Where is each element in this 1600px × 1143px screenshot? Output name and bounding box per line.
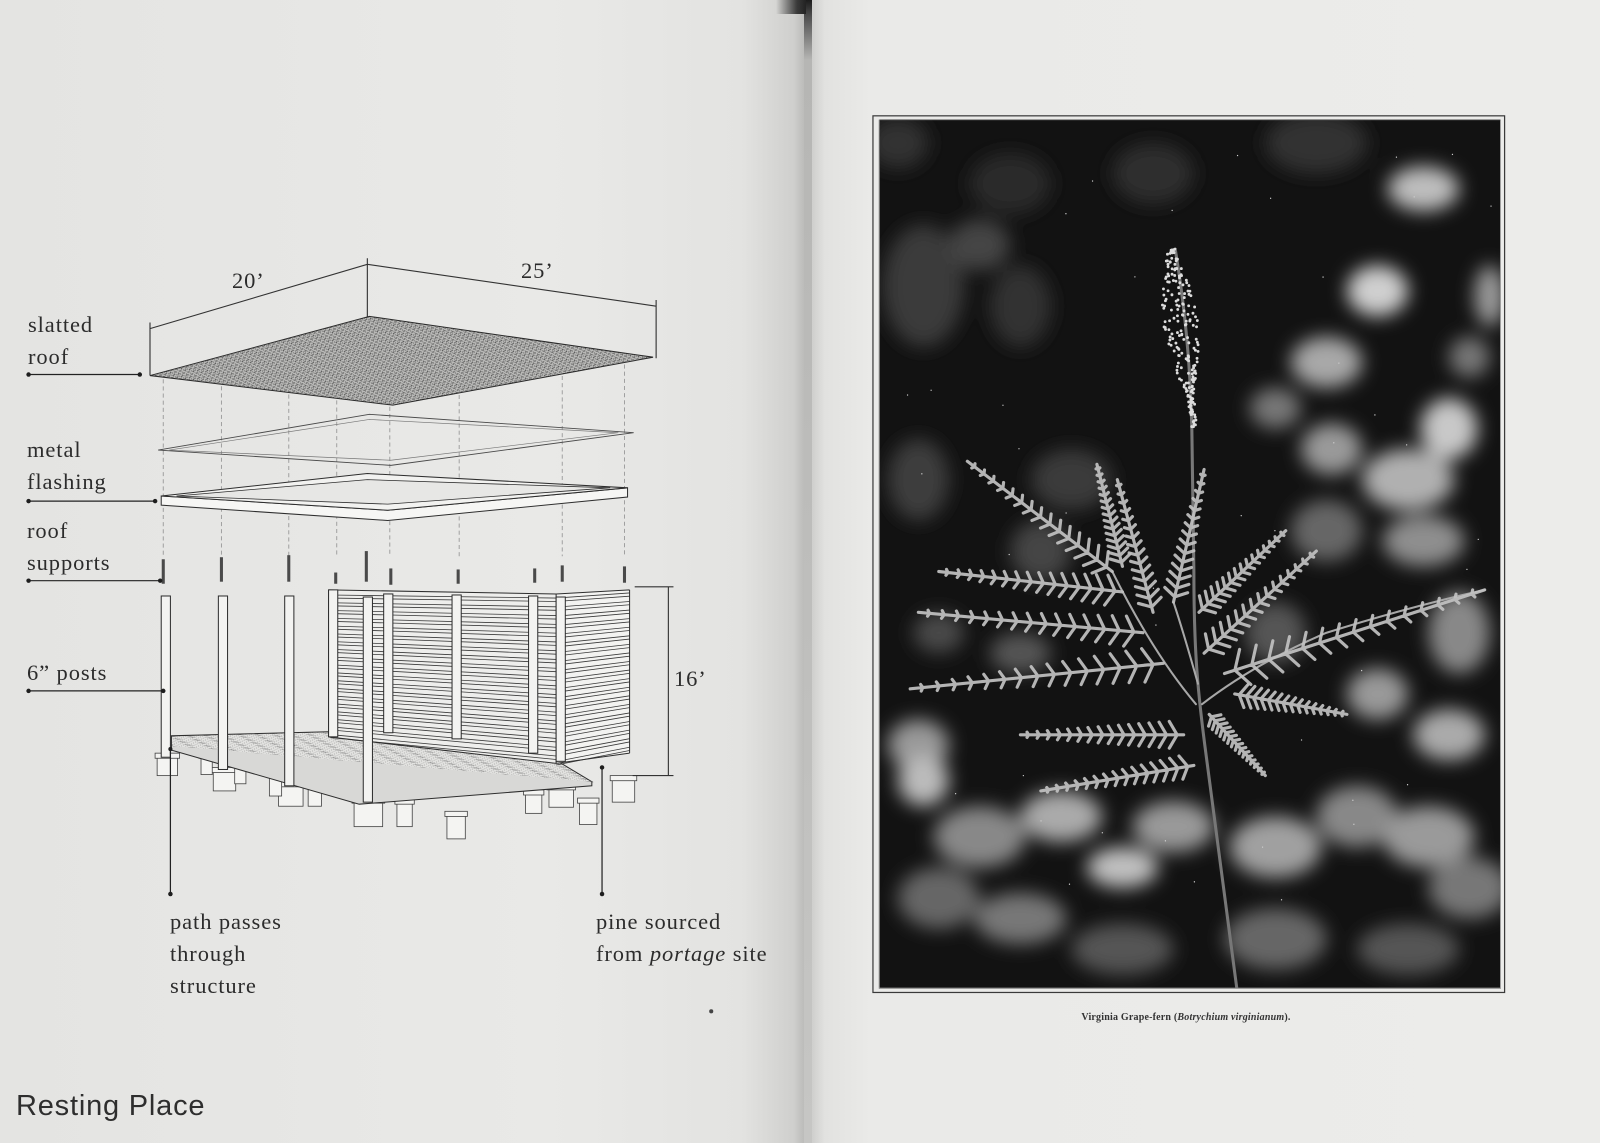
- foliage-blur: [1420, 398, 1477, 459]
- support-stub: [457, 569, 460, 583]
- footing: [213, 772, 235, 791]
- foliage-blur: [990, 633, 1051, 674]
- roof-support-frame: [161, 474, 627, 521]
- support-stub: [334, 573, 337, 584]
- foliage-blur: [1071, 924, 1173, 975]
- post: [384, 594, 393, 733]
- pine-label-line-1: pine sourced: [596, 909, 722, 934]
- path-label-line-1: path passes: [170, 909, 282, 934]
- slatted-roof-label-line-1: slatted: [28, 312, 94, 337]
- paper-speck: [709, 1009, 713, 1013]
- path-label-line-3: structure: [170, 973, 257, 999]
- leader-dot: [26, 499, 30, 503]
- flashing-inner-edge: [169, 419, 618, 460]
- post: [363, 597, 372, 802]
- foliage-blur: [1265, 112, 1367, 173]
- dimension-height-label: 16’: [674, 666, 707, 691]
- support-stub: [287, 555, 290, 582]
- foliage-blur: [888, 439, 949, 521]
- foliage-blur: [1020, 791, 1102, 842]
- leader-dot: [600, 765, 604, 769]
- metal-flashing-label: [27, 434, 107, 497]
- foliage-blur: [1250, 388, 1301, 429]
- leader-dot: [26, 372, 30, 376]
- foliage-blur: [1357, 924, 1459, 975]
- exploded-axonometric-diagram: [26, 258, 713, 1013]
- photo-caption: [900, 1011, 1472, 1025]
- metal-flashing-label-line-1: metal: [27, 437, 82, 462]
- roof-support-stubs: [162, 551, 626, 585]
- height-dimension-line: [633, 587, 674, 776]
- pine-label-portage: portage: [649, 941, 727, 967]
- leader-dot: [168, 892, 172, 896]
- slatted-roof-label-line-2: roof: [28, 343, 70, 369]
- posts-label-line-1: 6” posts: [27, 660, 108, 685]
- foliage-blur: [1347, 265, 1408, 316]
- foliage-blur: [934, 806, 1026, 867]
- footing: [279, 786, 303, 806]
- caption-scientific-name: Botrychium virginianum: [1177, 1012, 1285, 1023]
- foliage-blur: [898, 867, 980, 928]
- footing: [157, 757, 177, 775]
- foliage-blur: [1291, 337, 1362, 388]
- foliage-blur: [898, 755, 949, 806]
- leader-dot: [153, 499, 157, 503]
- slatted-roof-shape: [150, 316, 653, 405]
- post: [218, 596, 227, 769]
- foliage-blur: [1449, 337, 1490, 378]
- foliage-blur: [990, 265, 1051, 347]
- roof-supports-label: [27, 515, 110, 578]
- wall-short-face: [556, 590, 629, 763]
- caption-end: ).: [1284, 1012, 1291, 1023]
- leader-dot: [158, 578, 162, 582]
- post: [452, 595, 461, 739]
- leader-dot: [600, 892, 604, 896]
- foliage-blur: [1291, 500, 1362, 561]
- foliage-blur: [1429, 857, 1511, 918]
- footing-cap: [445, 811, 467, 816]
- metal-flashing-label-line-2: flashing: [27, 468, 107, 494]
- pine-label-line-2: [596, 938, 768, 970]
- foliage-blur: [969, 153, 1051, 214]
- posts-label: [27, 657, 107, 689]
- post: [556, 597, 565, 761]
- page-title: Resting Place: [16, 1090, 206, 1122]
- support-stub: [365, 551, 368, 582]
- foliage-blur: [1087, 847, 1158, 888]
- foliage-blur: [1347, 668, 1408, 719]
- footing: [397, 803, 412, 826]
- foliage-blur: [1112, 143, 1194, 204]
- leader-dot: [161, 689, 165, 693]
- leader-dot: [26, 578, 30, 582]
- foliage-blur: [1301, 424, 1362, 475]
- foliage-blur: [974, 893, 1066, 944]
- caption-common-name: Virginia Grape-fern (: [1081, 1012, 1178, 1023]
- footing-cap: [610, 776, 637, 781]
- foliage-blur: [1133, 801, 1215, 852]
- post: [529, 596, 538, 753]
- footing-cap: [578, 798, 599, 803]
- footing: [549, 789, 573, 807]
- slatted-roof-label: [28, 309, 93, 372]
- support-stub: [220, 557, 223, 581]
- path-label: [170, 906, 282, 1003]
- foliage-blur: [949, 219, 1010, 270]
- foliage-blur: [1413, 709, 1484, 760]
- footing: [526, 794, 542, 813]
- footing: [354, 802, 383, 826]
- roof-supports-label-line-2: supports: [27, 549, 111, 575]
- footing: [580, 802, 597, 824]
- support-stub: [623, 566, 626, 582]
- pine-label-from: from: [596, 941, 644, 967]
- foliage-blur: [1383, 515, 1465, 566]
- dimension-width-label: 20’: [232, 268, 265, 293]
- post: [285, 596, 294, 786]
- footing: [447, 815, 465, 838]
- support-stub: [533, 568, 536, 582]
- dimension-length-label: 25’: [521, 258, 554, 283]
- footing: [612, 780, 634, 802]
- foliage-blur: [1362, 449, 1454, 510]
- pine-label: [596, 906, 768, 970]
- support-stub: [389, 568, 392, 584]
- post: [161, 596, 170, 757]
- leader-dot: [168, 747, 172, 751]
- support-stub: [561, 565, 564, 581]
- foliage-blur: [1230, 816, 1322, 877]
- foliage-blur: [1224, 908, 1326, 969]
- post: [329, 590, 338, 737]
- roof-supports-label-line-1: roof: [27, 518, 69, 543]
- foliage-blur: [1388, 166, 1459, 211]
- path-label-line-2: through: [170, 941, 247, 967]
- leader-dot: [138, 372, 142, 376]
- pine-label-site: site: [732, 941, 768, 967]
- foliage-blur: [867, 117, 928, 168]
- leader-dot: [26, 689, 30, 693]
- fern-photograph: [867, 112, 1510, 988]
